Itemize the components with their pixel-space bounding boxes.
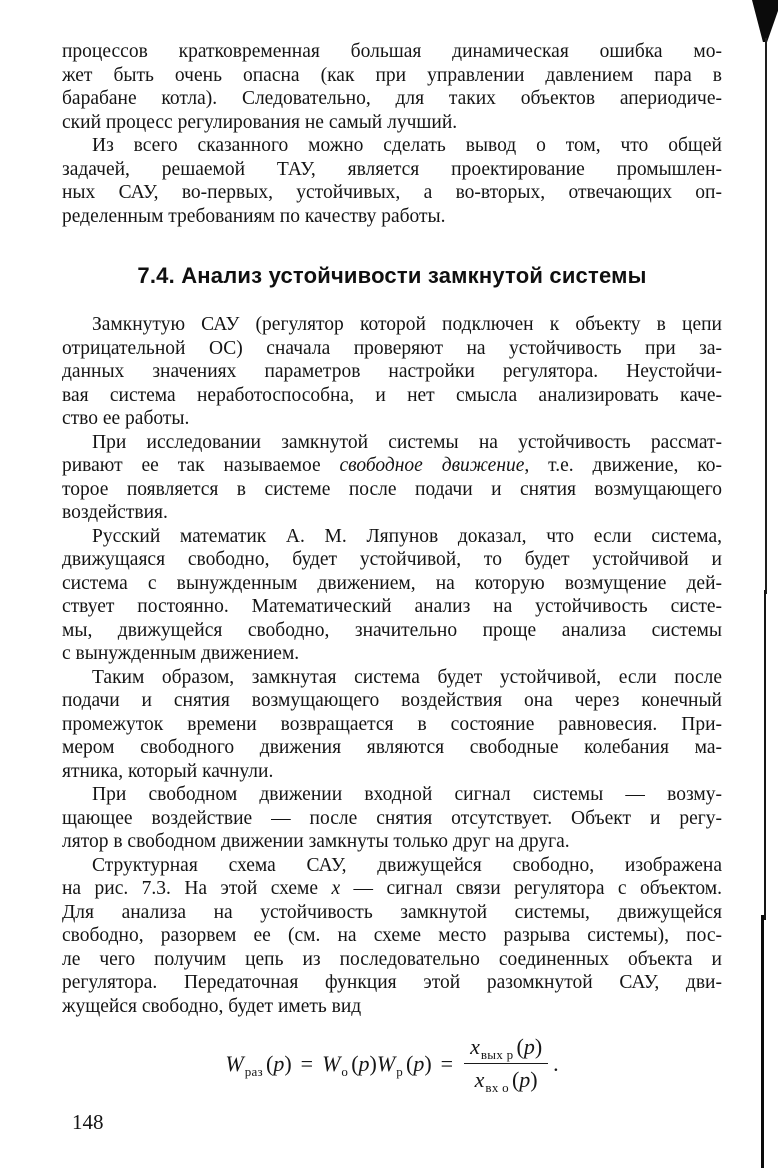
text-segment: лятор в свободном движении замкнуты только друг на друга. [62, 831, 570, 852]
text-line [62, 181, 722, 205]
text-line [62, 407, 722, 431]
text-line [62, 830, 722, 854]
text-segment: щающее воздействие — после снятия отсутствует. Объект и регу- [62, 807, 722, 829]
text-line [62, 783, 722, 807]
text-line [62, 501, 722, 525]
W-object-symbol: W [322, 1050, 341, 1076]
text-line [62, 760, 722, 784]
text-segment: движущаяся свободно, будет устойчивой, то будет устойчивой и [62, 549, 722, 570]
text-line [62, 548, 722, 572]
scan-artifact-line-bottom [761, 915, 764, 1168]
text-segment: ных САУ, во-первых, устойчивых, а во-вторых, отвечающих оп- [62, 182, 722, 203]
transfer-function-formula [62, 1034, 722, 1093]
text-segment: отрицательной ОС) сначала проверяют на устойчивость при за- [62, 337, 722, 359]
text-line [62, 525, 722, 549]
text-segment: подачи и снятия возмущающего воздействия она через конечный [62, 690, 722, 711]
x-output-symbol: x [470, 1034, 480, 1059]
text-line [62, 478, 722, 502]
text-line [62, 431, 722, 455]
paragraph [62, 431, 722, 525]
paragraph [62, 40, 722, 134]
paragraph [62, 313, 722, 431]
paren-open: ( [266, 1050, 274, 1076]
text-segment: Русский математик А. М. Ляпунов доказал, что если система, [92, 525, 722, 547]
text-line [62, 736, 722, 760]
text-line [62, 87, 722, 111]
paragraph [62, 666, 722, 784]
text-segment: вая система неработоспособна, и нет смысла анализировать каче- [62, 384, 722, 406]
text-segment: барабане котла). Следовательно, для таких объектов апериодиче- [62, 88, 722, 109]
subscript-denominator: вх о [485, 1080, 509, 1095]
text-segment: ле чего получим цепь из последовательно соединенных объекта и [62, 948, 722, 970]
text-segment: жет быть очень опасна (как при управлении давлением пара в [62, 64, 722, 86]
emphasized-text: свободное движение [339, 455, 525, 476]
paren-open: ( [351, 1050, 359, 1076]
text-segment: ство ее работы. [62, 408, 190, 429]
text-line [62, 454, 722, 478]
equals-sign: = [440, 1050, 454, 1076]
p-operator: p [523, 1034, 535, 1059]
p-operator: p [358, 1050, 370, 1076]
text-line [62, 971, 722, 995]
scan-artifact-line-top [765, 38, 767, 594]
text-line [62, 877, 722, 901]
text-line [62, 64, 722, 88]
paragraph [62, 783, 722, 854]
text-segment: ределенным требованиям по качеству работы. [62, 205, 446, 227]
scan-artifact-triangle [752, 0, 778, 42]
page-number: 148 [72, 1110, 104, 1134]
text-segment: регулятора. Передаточная функция этой разомкнутой САУ, дви- [62, 972, 722, 993]
paragraph [62, 854, 722, 1019]
text-line [62, 40, 722, 64]
text-line [62, 901, 722, 925]
paren-close: ) [534, 1034, 543, 1059]
body-text-section [62, 313, 722, 1018]
subscript-open-loop: раз [244, 1063, 263, 1079]
text-segment: При исследовании замкнутой системы на устойчивость рассмат- [92, 431, 722, 453]
text-segment: ский процесс регулирования не самый лучший. [62, 111, 458, 133]
text-segment: Замкнутую САУ (регулятор которой подключен к объекту в цепи [92, 314, 722, 335]
paragraph [62, 134, 722, 228]
paren-open: ( [406, 1050, 414, 1076]
text-line [62, 807, 722, 831]
equals-sign: = [300, 1050, 314, 1076]
text-line [62, 337, 722, 361]
paren-close: ) [424, 1050, 432, 1076]
text-line [62, 360, 722, 384]
subscript-object: о [341, 1063, 349, 1079]
text-segment: данных значениях параметров настройки регулятора. Неустойчи- [62, 361, 722, 382]
formula-period: . [553, 1050, 559, 1076]
text-line [62, 689, 722, 713]
p-operator: p [413, 1050, 425, 1076]
text-segment: ривают ее так называемое [62, 455, 340, 476]
text-segment: мером свободного движения являются свободные колебания ма- [62, 737, 722, 758]
text-segment: свободно, разорвем ее (см. на схеме место разрыва системы), пос- [62, 925, 722, 946]
scan-artifact-line-middle [764, 590, 766, 920]
text-segment: ятника, который качнули. [62, 760, 274, 782]
body-text-intro [62, 40, 722, 228]
paren-close: ) [369, 1050, 377, 1076]
text-segment: Для анализа на устойчивость замкнутой системы, движущейся [62, 901, 722, 923]
W-regulator-symbol: W [376, 1050, 396, 1076]
text-segment: ствует постоянно. Математический анализ на устойчивость систе- [62, 596, 722, 617]
text-line [62, 642, 722, 666]
text-line [62, 619, 722, 643]
text-segment: с вынужденным движением. [62, 643, 300, 664]
text-line [62, 854, 722, 878]
page-content [62, 0, 722, 1093]
fraction-numerator [464, 1034, 548, 1064]
text-line [62, 995, 722, 1019]
text-segment: Структурная схема САУ, движущейся свободно, изображена [92, 854, 722, 876]
formula-lhs [225, 1051, 462, 1077]
text-line [62, 158, 722, 182]
text-segment: система с вынужденным движением, на которую возмущение дей- [62, 572, 722, 594]
formula-fraction [464, 1034, 548, 1093]
p-operator: p [273, 1050, 285, 1076]
text-line [62, 313, 722, 337]
text-segment: мы, движущейся свободно, значительно проще анализа системы [62, 619, 722, 641]
text-line [62, 111, 722, 135]
x-input-symbol: x [474, 1067, 485, 1092]
text-line [62, 948, 722, 972]
text-segment: — сигнал связи регулятора с объектом. [340, 878, 722, 899]
text-segment: задачей, решаемой ТАУ, является проектирование промышлен- [62, 158, 722, 180]
text-segment: Таким образом, замкнутая система будет устойчивой, если после [92, 666, 722, 688]
text-segment: При свободном движении входной сигнал системы — возму- [92, 784, 722, 805]
text-line [62, 924, 722, 948]
fraction-denominator [464, 1064, 548, 1093]
text-segment: Из всего сказанного можно сделать вывод о том, что общей [92, 135, 722, 156]
text-line [62, 134, 722, 158]
text-line [62, 205, 722, 229]
paren-open: ( [516, 1034, 524, 1059]
text-segment: жущейся свободно, будет иметь вид [62, 995, 362, 1017]
text-segment: торое появляется в системе после подачи и снятия возмущающего [62, 478, 722, 500]
paren-close: ) [284, 1050, 292, 1076]
text-line [62, 666, 722, 690]
paren-open: ( [511, 1067, 520, 1092]
text-segment: на рис. 7.3. На этой схеме [62, 878, 332, 899]
emphasized-text: x [331, 878, 341, 899]
text-line [62, 384, 722, 408]
W-open-loop-symbol: W [225, 1050, 244, 1076]
subscript-regulator: р [396, 1063, 404, 1079]
text-segment: процессов кратковременная большая динамическая ошибка мо- [62, 41, 722, 62]
text-segment: , т.е. движение, ко- [524, 455, 722, 476]
section-heading: 7.4. Анализ устойчивости замкнутой системы [137, 263, 647, 288]
text-line [62, 572, 722, 596]
subscript-numerator: вых р [480, 1047, 514, 1062]
text-segment: промежуток времени возвращается в состояние равновесия. При- [62, 713, 722, 735]
text-line [62, 595, 722, 619]
p-operator: p [519, 1067, 531, 1092]
text-segment: воздействия. [62, 502, 168, 523]
paragraph [62, 525, 722, 666]
text-line [62, 713, 722, 737]
paren-close: ) [530, 1067, 538, 1092]
